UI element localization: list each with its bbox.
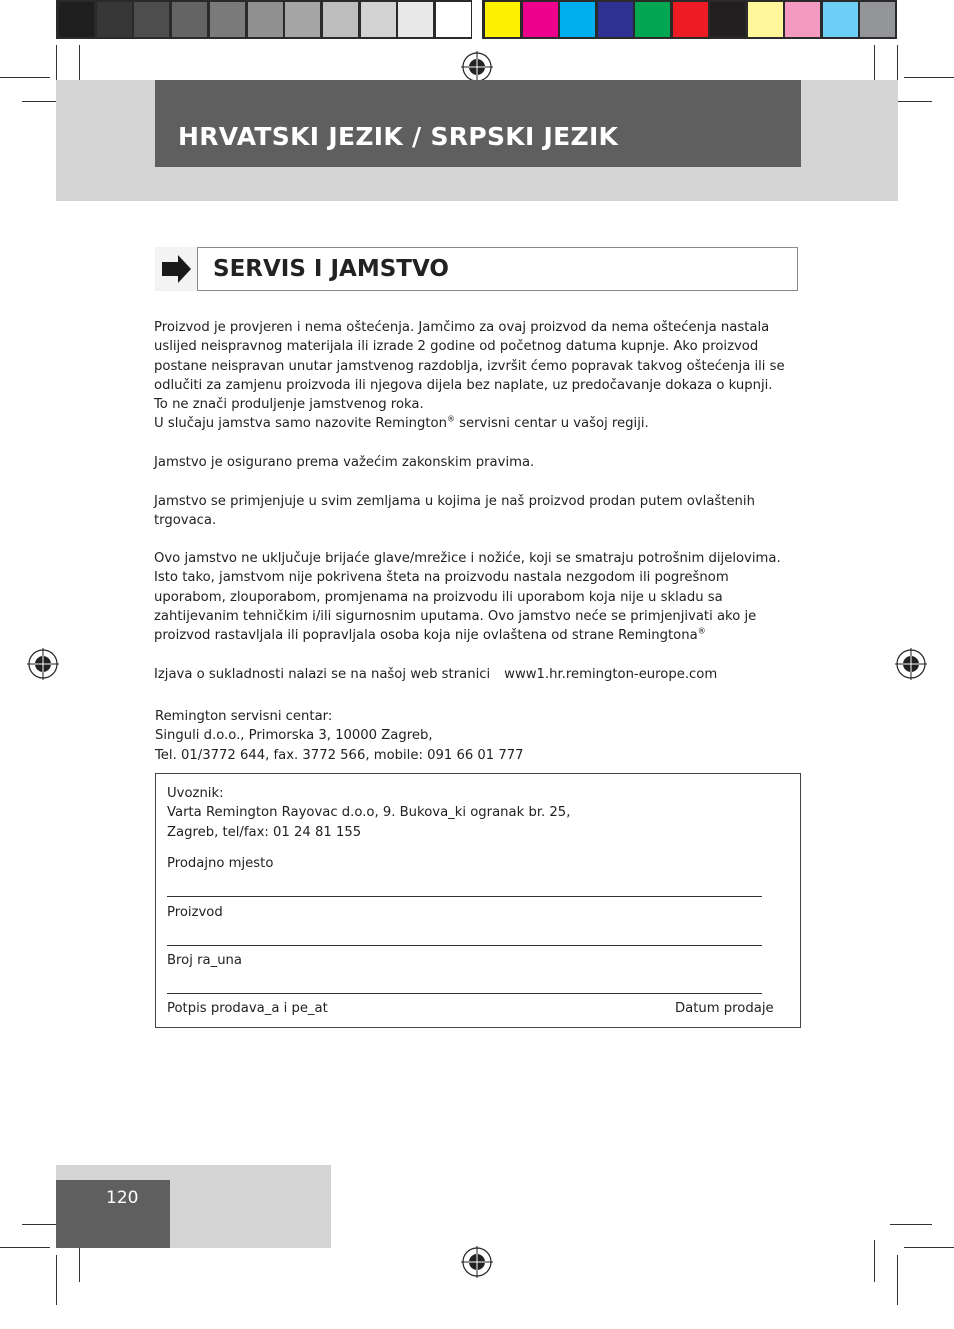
crop-mark	[874, 45, 875, 85]
text-line: Ovo jamstvo ne uključuje brijaće glave/mrežice i nožiće, koji se smatraju potrošnim dijelovima.	[154, 551, 781, 566]
importer-block	[167, 784, 570, 842]
crop-mark	[897, 1255, 898, 1305]
color-swatch	[134, 2, 169, 37]
text-line: Proizvod je provjeren i nema oštećenja. Jamčimo za ovaj proizvod da nema oštećenja nastala	[154, 320, 770, 335]
website-link[interactable]: www1.hr.remington-europe.com	[504, 667, 718, 682]
text-fragment: servisni centar u vašoj regiji.	[454, 416, 649, 432]
crop-mark	[79, 45, 80, 85]
color-swatch	[823, 2, 858, 37]
point-of-sale-label: Prodajno mjesto	[167, 856, 274, 871]
crop-mark	[56, 45, 57, 85]
color-swatch	[598, 2, 633, 37]
color-swatch	[210, 2, 245, 37]
exclusions-paragraph	[154, 549, 781, 645]
text-line: Uvoznik:	[167, 786, 224, 801]
seller-signature-label: Potpis prodava_a i pe_at	[167, 1001, 328, 1016]
color-swatch	[710, 2, 745, 37]
invoice-number-line[interactable]	[167, 993, 762, 994]
text-line: To ne znači produljenje jamstvenog roka.	[154, 397, 424, 413]
text-line: Remington servisni centar:	[155, 709, 333, 724]
text-line: Isto tako, jamstvom nije pokrivena šteta na proizvodu nastala nezgodom ili pogrešnom	[154, 570, 729, 586]
text-line: Varta Remington Rayovac d.o.o, 9. Bukova_ki ogranak br. 25,	[167, 805, 571, 821]
crop-mark	[0, 77, 50, 78]
color-swatch	[323, 2, 358, 37]
text-fragment: U slučaju jamstva samo nazovite Remington	[154, 416, 447, 432]
text-line: uslijed neispravnog materijala ili izrade 2 godine od početnog datuma kupnje. Ako proizvod	[154, 339, 759, 355]
registered-mark: ®	[446, 415, 455, 425]
product-line[interactable]	[167, 945, 762, 946]
crop-mark	[56, 1255, 57, 1305]
text-fragment: proizvod rastavljala ili popravljala osoba koja nije ovlaštena od strane Remingtona	[154, 628, 698, 644]
text-line: odlučiti za zamjenu proizvoda ili njegova dijela bez naplate, uz predočavanje dokaza o kupnji.	[154, 377, 773, 393]
section-title: SERVIS I JAMSTVO	[213, 256, 449, 282]
color-swatch	[172, 2, 207, 37]
crop-mark	[0, 1247, 50, 1248]
color-swatch	[560, 2, 595, 37]
text-line	[154, 626, 781, 645]
color-swatch	[523, 2, 558, 37]
color-swatch	[785, 2, 820, 37]
color-swatch	[285, 2, 320, 37]
conformity-paragraph	[154, 665, 717, 684]
product-label: Proizvod	[167, 905, 223, 920]
text-line: Tel. 01/3772 644, fax. 3772 566, mobile: 091 66 01 777	[155, 747, 524, 763]
crop-mark	[874, 1240, 875, 1282]
text-line	[154, 414, 785, 433]
registered-mark: ®	[697, 626, 706, 636]
point-of-sale-line[interactable]	[167, 896, 762, 897]
crop-mark	[904, 1247, 954, 1248]
color-swatch	[748, 2, 783, 37]
invoice-number-label: Broj ra_una	[167, 953, 242, 968]
text-line: Singuli d.o.o., Primorska 3, 10000 Zagreb,	[155, 728, 433, 744]
page-number: 120	[106, 1188, 139, 1208]
text-line: Zagreb, tel/fax: 01 24 81 155	[167, 824, 362, 840]
color-swatch	[436, 2, 471, 37]
color-swatch	[361, 2, 396, 37]
registration-mark-icon	[461, 1246, 493, 1278]
crop-mark	[890, 1224, 932, 1225]
text-line: Jamstvo se primjenjuje u svim zemljama u kojima je naš proizvod prodan putem ovlaštenih	[154, 494, 755, 509]
sale-date-label: Datum prodaje	[675, 1001, 774, 1016]
text-line: uporabom, zlouporabom, promjenama na proizvodu ili uporabom koja nije u skladu sa	[154, 589, 723, 605]
registration-mark-icon	[461, 51, 493, 83]
color-swatch	[635, 2, 670, 37]
color-swatch	[398, 2, 433, 37]
legal-rights-paragraph: Jamstvo je osigurano prema važećim zakonskim pravima.	[154, 455, 535, 470]
color-swatch	[673, 2, 708, 37]
crop-mark	[897, 45, 898, 85]
section-arrow-cell	[155, 247, 198, 291]
text-line: trgovaca.	[154, 513, 217, 529]
page-title: HRVATSKI JEZIK / SRPSKI JEZIK	[178, 122, 619, 151]
color-swatch	[860, 2, 895, 37]
color-swatch	[59, 2, 94, 37]
right-arrow-icon	[155, 247, 198, 291]
registration-mark-icon	[895, 648, 927, 680]
registration-mark-icon	[27, 648, 59, 680]
countries-paragraph	[154, 492, 755, 531]
warranty-paragraph	[154, 318, 785, 434]
color-swatch	[485, 2, 520, 37]
text-line: postane neispravan unutar jamstvenog razdoblja, izvršit ćemo popravak takvog oštećenja ili se	[154, 358, 785, 374]
text-line: zahtijevanim tehničkim i/ili sigurnosnim uputama. Ovo jamstvo neće se primjenjivati ako je	[154, 608, 757, 624]
service-center-block	[155, 707, 524, 765]
crop-mark	[904, 77, 954, 78]
color-swatch	[248, 2, 283, 37]
color-swatch	[97, 2, 132, 37]
conformity-text: Izjava o sukladnosti nalazi se na našoj web stranici	[154, 667, 491, 682]
